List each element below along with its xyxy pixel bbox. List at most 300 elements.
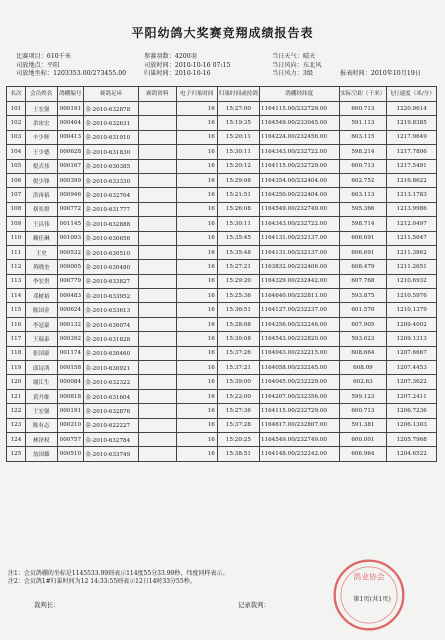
table-row bbox=[7, 245, 437, 259]
cell-rank: 114 bbox=[7, 289, 26, 303]
cell-speed: 1206.1303 bbox=[387, 418, 437, 432]
report-date: 报表时间：2010年10月19日 bbox=[340, 70, 421, 78]
cell-loft-id: 001145 bbox=[57, 217, 84, 231]
cell-loft-coordinates: 1164115.00/232729.00 bbox=[259, 159, 339, 173]
cell-pigeon-info bbox=[138, 447, 176, 461]
cell-ring-number: 金-2010-632631 bbox=[84, 116, 139, 130]
cell-speed: 1212.0497 bbox=[387, 217, 437, 231]
cell-rank: 111 bbox=[7, 245, 26, 259]
cell-member-name: 王昌伟 bbox=[25, 217, 57, 231]
cell-loft-coordinates: 1164256.00/232246.00 bbox=[259, 317, 339, 331]
cell-distance: 598.714 bbox=[339, 217, 387, 231]
header-speed: 飞行速度（米/分） bbox=[387, 87, 437, 102]
cell-loft-coordinates: 1164343.00/232722.00 bbox=[259, 217, 339, 231]
cell-member-name: 陈国金 bbox=[25, 303, 57, 317]
meta-column-1 bbox=[16, 53, 126, 79]
cell-distance: 591.113 bbox=[339, 116, 387, 130]
table-row bbox=[7, 217, 437, 231]
recording-referee-label: 记录裁判： bbox=[238, 601, 270, 609]
cell-member-name: 谢江生 bbox=[25, 375, 57, 389]
table-row bbox=[7, 260, 437, 274]
cell-member-name: 黄升维 bbox=[25, 389, 57, 403]
table-header-row bbox=[7, 87, 437, 102]
cell-speed: 1211.5647 bbox=[387, 231, 437, 245]
cell-electronic-time: 16 bbox=[176, 375, 217, 389]
cell-member-name: 王史 bbox=[25, 245, 57, 259]
cell-electronic-time: 16 bbox=[176, 188, 217, 202]
cell-electronic-time: 16 bbox=[176, 245, 217, 259]
cell-speed: 1204.6522 bbox=[387, 447, 437, 461]
cell-ring-number: 金-2010-632322 bbox=[84, 375, 139, 389]
cell-arrival-time: 15:36:51 bbox=[217, 303, 259, 317]
cell-member-name: 蔡奕群 bbox=[25, 202, 57, 216]
cell-pigeon-info bbox=[138, 303, 176, 317]
cell-loft-id: 000191 bbox=[57, 404, 84, 418]
cell-pigeon-info bbox=[138, 173, 176, 187]
cell-ring-number: 金-2010-630460 bbox=[84, 346, 139, 360]
cell-loft-id: 000392 bbox=[57, 332, 84, 346]
cell-distance: 603.113 bbox=[339, 188, 387, 202]
cell-electronic-time: 16 bbox=[176, 231, 217, 245]
cell-loft-id: 000413 bbox=[57, 130, 84, 144]
cell-loft-coordinates: 1164148.00/232242.00 bbox=[259, 447, 339, 461]
cell-speed: 1207.3622 bbox=[387, 375, 437, 389]
cell-speed: 1217.7806 bbox=[387, 145, 437, 159]
cell-arrival-time: 15:37:21 bbox=[217, 361, 259, 375]
cell-rank: 117 bbox=[7, 332, 26, 346]
cell-loft-coordinates: 1164640.00/232811.00 bbox=[259, 289, 339, 303]
cell-distance: 606.964 bbox=[339, 447, 387, 461]
cell-ring-number: 金-2010-630921 bbox=[84, 361, 139, 375]
table-row bbox=[7, 346, 437, 360]
cell-loft-id: 000132 bbox=[57, 317, 84, 331]
cell-electronic-time: 16 bbox=[176, 159, 217, 173]
cell-electronic-time: 16 bbox=[176, 102, 217, 116]
cell-electronic-time: 16 bbox=[176, 418, 217, 432]
table-row bbox=[7, 418, 437, 432]
cell-arrival-time: 15:30:11 bbox=[217, 145, 259, 159]
footnote: 注1：会员鸽棚的坐标是1145533.99则表示114度55分33.99秒，纬度同样表示。 bbox=[8, 570, 229, 577]
cell-distance: 600.001 bbox=[339, 432, 387, 446]
cell-ring-number: 金-2010-631777 bbox=[84, 202, 139, 216]
cell-loft-coordinates: 1164354.00/232404.00 bbox=[259, 173, 339, 187]
cell-loft-coordinates: 1164058.00/232245.00 bbox=[259, 361, 339, 375]
cell-arrival-time: 15:27:21 bbox=[217, 260, 259, 274]
cell-pigeon-info bbox=[138, 332, 176, 346]
table-row bbox=[7, 173, 437, 187]
cell-pigeon-info bbox=[138, 231, 176, 245]
header-arrival: 归巢时间或持鸽 bbox=[217, 87, 259, 102]
cell-pigeon-info bbox=[138, 274, 176, 288]
cell-loft-coordinates: 1164549.00/233045.00 bbox=[259, 116, 339, 130]
cell-loft-coordinates: 1164343.00/232722.00 bbox=[259, 145, 339, 159]
header-loft: 鸽棚编号 bbox=[57, 87, 84, 102]
header-rank: 名次 bbox=[7, 87, 26, 102]
cell-distance: 601.570 bbox=[339, 303, 387, 317]
cell-rank: 122 bbox=[7, 404, 26, 418]
cell-loft-coordinates: 1164207.00/232356.00 bbox=[259, 389, 339, 403]
cell-loft-id: 000779 bbox=[57, 274, 84, 288]
meta-item: 当日天气：晴天 bbox=[272, 53, 316, 60]
cell-rank: 103 bbox=[7, 130, 26, 144]
cell-arrival-time: 15:37:28 bbox=[217, 418, 259, 432]
cell-distance: 593.623 bbox=[339, 332, 387, 346]
cell-distance: 599.123 bbox=[339, 389, 387, 403]
header-coords: 鸽棚经纬度 bbox=[259, 87, 339, 102]
cell-loft-id: 000210 bbox=[57, 418, 84, 432]
cell-speed: 1210.1379 bbox=[387, 303, 437, 317]
cell-distance: 608.09 bbox=[339, 361, 387, 375]
cell-member-name: 辛少辉 bbox=[25, 130, 57, 144]
cell-arrival-time: 15:38:51 bbox=[217, 447, 259, 461]
cell-arrival-time: 15:20:11 bbox=[217, 130, 259, 144]
table-row bbox=[7, 145, 437, 159]
cell-loft-coordinates: 1164115.00/232729.00 bbox=[259, 404, 339, 418]
cell-loft-coordinates: 1164131.00/232137.00 bbox=[259, 231, 339, 245]
table-row bbox=[7, 289, 437, 303]
cell-pigeon-info bbox=[138, 418, 176, 432]
cell-loft-id: 000510 bbox=[57, 447, 84, 461]
official-seal bbox=[330, 556, 408, 634]
cell-loft-id: 000772 bbox=[57, 202, 84, 216]
cell-electronic-time: 16 bbox=[176, 289, 217, 303]
cell-arrival-time: 15:29:20 bbox=[217, 274, 259, 288]
cell-speed: 1220.9614 bbox=[387, 102, 437, 116]
cell-rank: 118 bbox=[7, 346, 26, 360]
cell-loft-id: 000483 bbox=[57, 289, 84, 303]
cell-ring-number: 金-2010-633330 bbox=[84, 173, 139, 187]
cell-distance: 607.905 bbox=[339, 317, 387, 331]
cell-electronic-time: 16 bbox=[176, 202, 217, 216]
seal-text: 鸽业协会 bbox=[353, 572, 385, 582]
cell-ring-number: 金-2010-632784 bbox=[84, 432, 139, 446]
cell-rank: 102 bbox=[7, 116, 26, 130]
cell-distance: 602.752 bbox=[339, 173, 387, 187]
cell-speed: 1216.8622 bbox=[387, 173, 437, 187]
cell-loft-id: 000818 bbox=[57, 389, 84, 403]
cell-rank: 108 bbox=[7, 202, 26, 216]
cell-pigeon-info bbox=[138, 361, 176, 375]
cell-member-name: 翁国雄 bbox=[25, 447, 57, 461]
meta-item: 当日风力：3级 bbox=[272, 70, 314, 78]
cell-electronic-time: 16 bbox=[176, 432, 217, 446]
cell-electronic-time: 16 bbox=[176, 130, 217, 144]
header-member: 会员姓名 bbox=[25, 87, 57, 102]
cell-rank: 125 bbox=[7, 447, 26, 461]
cell-loft-id: 000167 bbox=[57, 159, 84, 173]
cell-speed: 1205.7968 bbox=[387, 432, 437, 446]
cell-rank: 123 bbox=[7, 418, 26, 432]
cell-arrival-time: 15:20:12 bbox=[217, 159, 259, 173]
cell-arrival-time: 15:29:08 bbox=[217, 173, 259, 187]
cell-ring-number: 金-2010-631828 bbox=[84, 332, 139, 346]
cell-member-name: 张国豪 bbox=[25, 346, 57, 360]
cell-electronic-time: 16 bbox=[176, 346, 217, 360]
cell-pigeon-info bbox=[138, 404, 176, 418]
table-row bbox=[7, 274, 437, 288]
cell-rank: 104 bbox=[7, 145, 26, 159]
cell-rank: 121 bbox=[7, 389, 26, 403]
cell-distance: 595.366 bbox=[339, 202, 387, 216]
cell-arrival-time: 15:20:25 bbox=[217, 432, 259, 446]
cell-arrival-time: 15:26:08 bbox=[217, 202, 259, 216]
table-row bbox=[7, 130, 437, 144]
cell-loft-coordinates: 1164250.00/232404.00 bbox=[259, 188, 339, 202]
cell-loft-coordinates: 1164115.00/232729.00 bbox=[259, 102, 339, 116]
table-row bbox=[7, 447, 437, 461]
cell-member-name: 洪再裕 bbox=[25, 188, 57, 202]
cell-distance: 600.713 bbox=[339, 102, 387, 116]
cell-loft-coordinates: 1164045.00/232229.00 bbox=[259, 375, 339, 389]
cell-ring-number: 金-2010-632704 bbox=[84, 188, 139, 202]
footnotes bbox=[8, 570, 228, 586]
cell-ring-number: 金-2010-630074 bbox=[84, 317, 139, 331]
cell-distance: 608.479 bbox=[339, 260, 387, 274]
meta-item: 司放地点：平阳 bbox=[16, 61, 60, 69]
cell-arrival-time: 15:22:00 bbox=[217, 389, 259, 403]
cell-member-name: 林泽权 bbox=[25, 432, 57, 446]
cell-ring-number: 金-2010-630510 bbox=[84, 245, 139, 259]
cell-electronic-time: 16 bbox=[176, 447, 217, 461]
cell-distance: 606.691 bbox=[339, 231, 387, 245]
cell-member-name: 邓树裕 bbox=[25, 289, 57, 303]
cell-electronic-time: 16 bbox=[176, 361, 217, 375]
cell-pigeon-info bbox=[138, 145, 176, 159]
cell-rank: 120 bbox=[7, 375, 26, 389]
cell-member-name: 王宏强 bbox=[25, 404, 57, 418]
table-row bbox=[7, 231, 437, 245]
cell-pigeon-info bbox=[138, 346, 176, 360]
meta-column-3 bbox=[272, 53, 421, 79]
cell-pigeon-info bbox=[138, 389, 176, 403]
cell-electronic-time: 16 bbox=[176, 389, 217, 403]
table-row bbox=[7, 361, 437, 375]
cell-loft-id: 000532 bbox=[57, 245, 84, 259]
cell-ring-number: 金-2010-633613 bbox=[84, 303, 139, 317]
cell-rank: 105 bbox=[7, 159, 26, 173]
meta-column-2 bbox=[144, 53, 230, 79]
cell-rank: 115 bbox=[7, 303, 26, 317]
cell-electronic-time: 16 bbox=[176, 173, 217, 187]
cell-ring-number: 金-2010-632888 bbox=[84, 217, 139, 231]
cell-speed: 1211.2651 bbox=[387, 260, 437, 274]
cell-member-name: 苒晓奎 bbox=[25, 260, 57, 274]
cell-electronic-time: 16 bbox=[176, 116, 217, 130]
meta-item: 归巢时间：2010-10-16 bbox=[144, 70, 211, 78]
cell-rank: 107 bbox=[7, 188, 26, 202]
table-row bbox=[7, 375, 437, 389]
cell-pigeon-info bbox=[138, 116, 176, 130]
cell-member-name: 李宏贵 bbox=[25, 274, 57, 288]
cell-loft-coordinates: 1164043.00/232215.00 bbox=[259, 346, 339, 360]
cell-speed: 1217.9649 bbox=[387, 130, 437, 144]
cell-distance: 593.875 bbox=[339, 289, 387, 303]
cell-arrival-time: 15:39:00 bbox=[217, 375, 259, 389]
cell-ring-number: 金-2010-630385 bbox=[84, 159, 139, 173]
cell-loft-coordinates: 1164549.00/232749.00 bbox=[259, 202, 339, 216]
header-distance: 实际空距（千米） bbox=[339, 87, 387, 102]
cell-distance: 608.664 bbox=[339, 346, 387, 360]
cell-speed: 1213.9986 bbox=[387, 202, 437, 216]
table-row bbox=[7, 102, 437, 116]
cell-member-name: 李冠豪 bbox=[25, 317, 57, 331]
cell-electronic-time: 16 bbox=[176, 217, 217, 231]
page-number: 第1页(共1页) bbox=[353, 596, 391, 604]
cell-loft-id: 000946 bbox=[57, 188, 84, 202]
cell-member-name: 倪少锋 bbox=[25, 173, 57, 187]
cell-loft-coordinates: 1163832.00/232406.00 bbox=[259, 260, 339, 274]
cell-pigeon-info bbox=[138, 102, 176, 116]
cell-pigeon-info bbox=[138, 159, 176, 173]
cell-electronic-time: 16 bbox=[176, 260, 217, 274]
cell-loft-id: 001093 bbox=[57, 231, 84, 245]
cell-speed: 1207.6667 bbox=[387, 346, 437, 360]
cell-member-name: 邱诗鸿 bbox=[25, 361, 57, 375]
cell-loft-id: 000464 bbox=[57, 116, 84, 130]
cell-electronic-time: 16 bbox=[176, 274, 217, 288]
cell-pigeon-info bbox=[138, 130, 176, 144]
cell-speed: 1207.4453 bbox=[387, 361, 437, 375]
cell-electronic-time: 16 bbox=[176, 145, 217, 159]
table-row bbox=[7, 303, 437, 317]
cell-rank: 119 bbox=[7, 361, 26, 375]
cell-arrival-time: 15:30:11 bbox=[217, 217, 259, 231]
cell-speed: 1209.4002 bbox=[387, 317, 437, 331]
table-row bbox=[7, 404, 437, 418]
meta-item: 参赛羽数：4200羽 bbox=[144, 53, 197, 60]
table-row bbox=[7, 432, 437, 446]
cell-loft-coordinates: 1164617.00/232807.00 bbox=[259, 418, 339, 432]
table-row bbox=[7, 389, 437, 403]
table-row bbox=[7, 116, 437, 130]
cell-rank: 113 bbox=[7, 274, 26, 288]
cell-loft-coordinates: 1164131.00/232137.00 bbox=[259, 245, 339, 259]
cell-rank: 116 bbox=[7, 317, 26, 331]
table-row bbox=[7, 159, 437, 173]
table-row bbox=[7, 332, 437, 346]
cell-rank: 101 bbox=[7, 102, 26, 116]
table-row bbox=[7, 202, 437, 216]
meta-item: 司放地坐标：1203353.00/273455.00 bbox=[16, 70, 127, 78]
cell-loft-id: 000628 bbox=[57, 145, 84, 159]
cell-loft-coordinates: 1164127.00/232237.00 bbox=[259, 303, 339, 317]
cell-ring-number: 金-2010-633749 bbox=[84, 447, 139, 461]
cell-ring-number: 金-2010-631910 bbox=[84, 130, 139, 144]
chief-referee-label: 裁判长： bbox=[34, 601, 60, 609]
cell-speed: 1207.2411 bbox=[387, 389, 437, 403]
cell-rank: 106 bbox=[7, 173, 26, 187]
cell-speed: 1209.1313 bbox=[387, 332, 437, 346]
cell-distance: 603.115 bbox=[339, 130, 387, 144]
cell-rank: 112 bbox=[7, 260, 26, 274]
cell-ring-number: 金-2010-622227 bbox=[84, 418, 139, 432]
cell-ring-number: 金-2010-631604 bbox=[84, 389, 139, 403]
header-info: 赛鸽资料 bbox=[138, 87, 176, 102]
cell-electronic-time: 16 bbox=[176, 332, 217, 346]
cell-loft-id: 000624 bbox=[57, 303, 84, 317]
cell-ring-number: 金-2010-632878 bbox=[84, 102, 139, 116]
cell-speed: 1211.3862 bbox=[387, 245, 437, 259]
table-row bbox=[7, 188, 437, 202]
cell-pigeon-info bbox=[138, 317, 176, 331]
cell-arrival-time: 15:28:08 bbox=[217, 317, 259, 331]
results-table bbox=[6, 86, 437, 462]
cell-pigeon-info bbox=[138, 289, 176, 303]
cell-electronic-time: 16 bbox=[176, 303, 217, 317]
meta-item: 比赛项目：610千米 bbox=[16, 53, 72, 60]
cell-member-name: 余冰宏 bbox=[25, 116, 57, 130]
cell-electronic-time: 16 bbox=[176, 404, 217, 418]
cell-ring-number: 金-2010-632876 bbox=[84, 404, 139, 418]
cell-speed: 1206.7236 bbox=[387, 404, 437, 418]
meta-item: 司放时间：2010-10-16 07:15 bbox=[144, 61, 231, 69]
cell-pigeon-info bbox=[138, 217, 176, 231]
cell-ring-number: 金-2010-630656 bbox=[84, 231, 139, 245]
cell-loft-coordinates: 1164329.00/232442.00 bbox=[259, 274, 339, 288]
cell-arrival-time: 15:27:36 bbox=[217, 404, 259, 418]
cell-distance: 600.713 bbox=[339, 404, 387, 418]
cell-loft-coordinates: 1164543.00/232820.00 bbox=[259, 332, 339, 346]
table-row bbox=[7, 317, 437, 331]
cell-member-name: 赖佳琳 bbox=[25, 231, 57, 245]
cell-arrival-time: 15:21:51 bbox=[217, 188, 259, 202]
cell-arrival-time: 15:27:00 bbox=[217, 102, 259, 116]
cell-arrival-time: 15:35:45 bbox=[217, 231, 259, 245]
cell-speed: 1210.6932 bbox=[387, 274, 437, 288]
cell-speed: 1213.1783 bbox=[387, 188, 437, 202]
header-e-time: 电子归巢时间 bbox=[176, 87, 217, 102]
cell-member-name: 王宏强 bbox=[25, 102, 57, 116]
cell-pigeon-info bbox=[138, 260, 176, 274]
cell-distance: 606.691 bbox=[339, 245, 387, 259]
cell-distance: 598.214 bbox=[339, 145, 387, 159]
cell-pigeon-info bbox=[138, 432, 176, 446]
cell-member-name: 倪式伟 bbox=[25, 159, 57, 173]
cell-arrival-time: 15:35:48 bbox=[217, 245, 259, 259]
cell-loft-coordinates: 1164549.00/232749.00 bbox=[259, 432, 339, 446]
cell-pigeon-info bbox=[138, 375, 176, 389]
cell-loft-id: 000084 bbox=[57, 375, 84, 389]
cell-loft-id: 000158 bbox=[57, 361, 84, 375]
cell-loft-id: 001174 bbox=[57, 346, 84, 360]
cell-pigeon-info bbox=[138, 188, 176, 202]
cell-speed: 1210.5976 bbox=[387, 289, 437, 303]
cell-ring-number: 金-2010-633952 bbox=[84, 289, 139, 303]
cell-arrival-time: 15:25:36 bbox=[217, 289, 259, 303]
cell-rank: 124 bbox=[7, 432, 26, 446]
cell-electronic-time: 16 bbox=[176, 317, 217, 331]
report-title: 平阳幼鸽大奖赛竞翔成绩报告表 bbox=[131, 26, 314, 40]
cell-loft-id: 000005 bbox=[57, 260, 84, 274]
cell-loft-id: 000757 bbox=[57, 432, 84, 446]
cell-speed: 1219.8385 bbox=[387, 116, 437, 130]
cell-rank: 109 bbox=[7, 217, 26, 231]
cell-loft-id: 000191 bbox=[57, 102, 84, 116]
cell-arrival-time: 15:19:35 bbox=[217, 116, 259, 130]
cell-member-name: 陈有志 bbox=[25, 418, 57, 432]
footnote: 注2：会员鸽1#归巢时间为12 14:33:55则表示12日14时33分55秒。 bbox=[8, 578, 196, 585]
cell-ring-number: 金-2010-630480 bbox=[84, 260, 139, 274]
cell-distance: 591.381 bbox=[339, 418, 387, 432]
cell-distance: 602.63 bbox=[339, 375, 387, 389]
cell-ring-number: 金-2010-631830 bbox=[84, 145, 139, 159]
cell-arrival-time: 15:30:08 bbox=[217, 332, 259, 346]
meta-item: 当日风向：东北风 bbox=[272, 61, 322, 69]
cell-speed: 1217.5491 bbox=[387, 159, 437, 173]
cell-loft-coordinates: 1164224.00/232456.00 bbox=[259, 130, 339, 144]
cell-pigeon-info bbox=[138, 202, 176, 216]
cell-rank: 110 bbox=[7, 231, 26, 245]
